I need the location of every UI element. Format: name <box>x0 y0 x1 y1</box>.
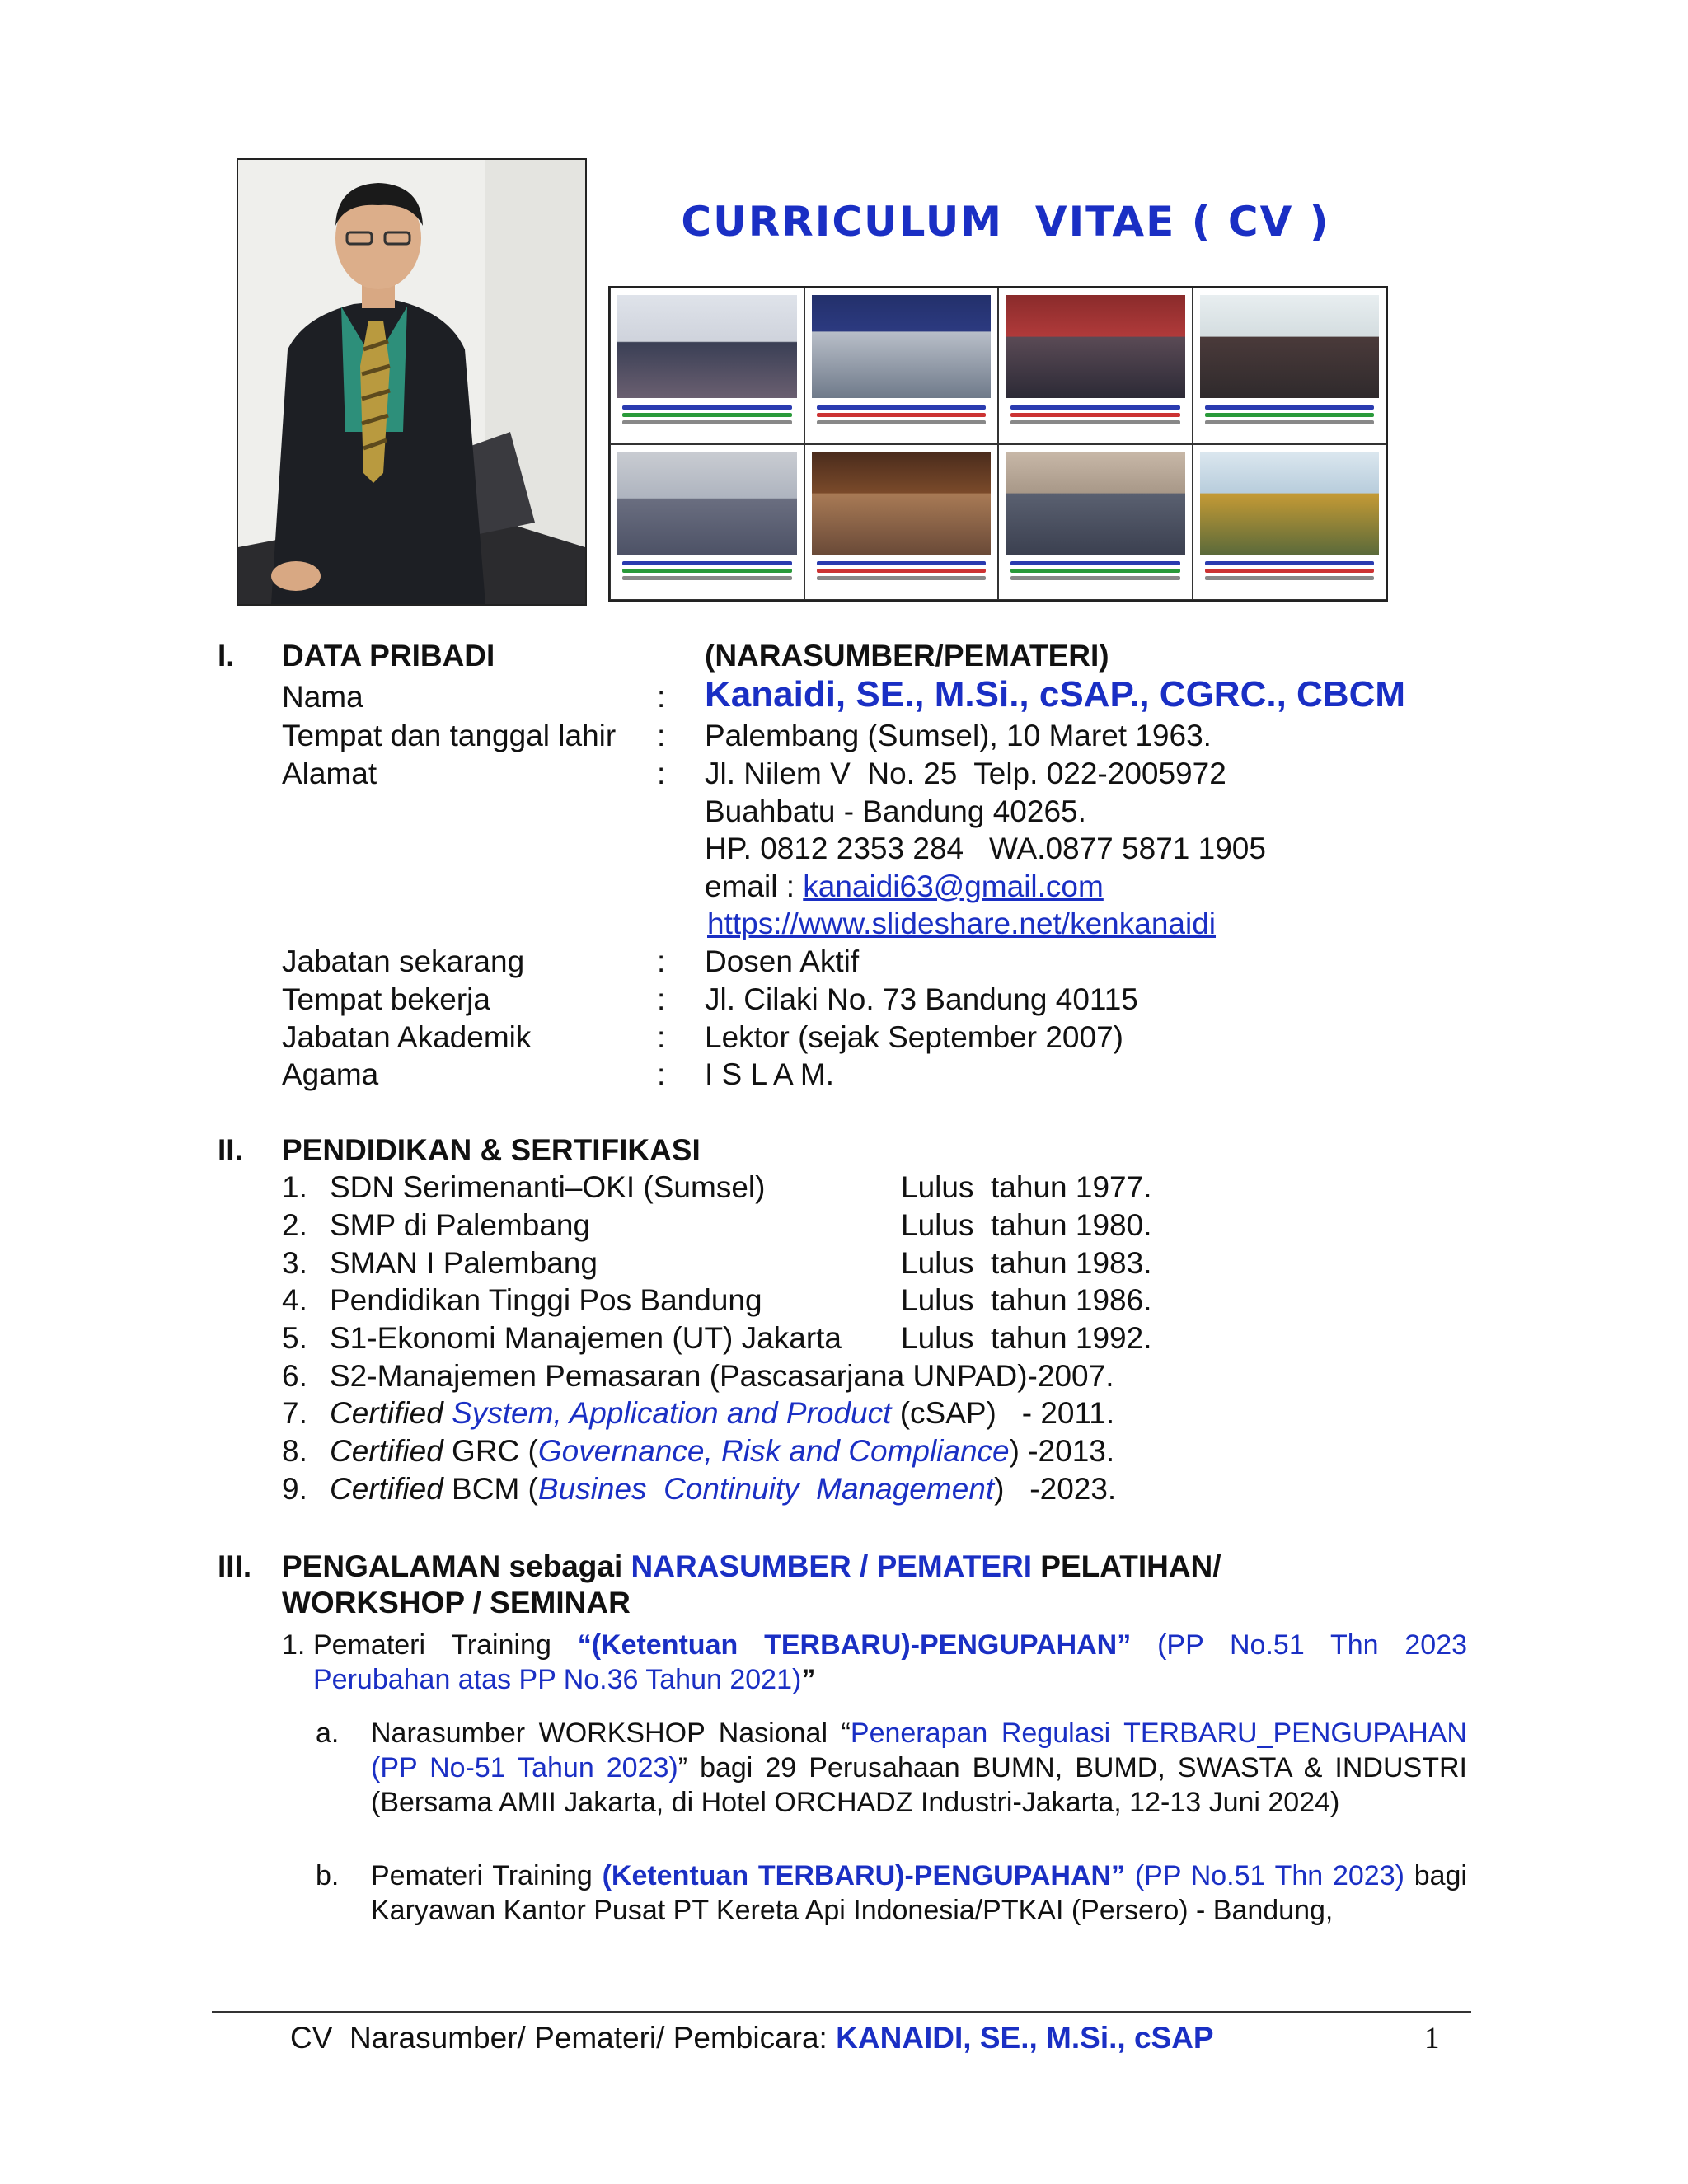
section-number: II. <box>218 1133 243 1167</box>
field-value: Palembang (Sumsel), 10 Maret 1963. <box>705 719 1212 752</box>
field-label: Agama <box>282 1057 379 1091</box>
sub-letter: b. <box>316 1860 340 1891</box>
field-label: Alamat <box>282 757 377 790</box>
cert-post: ) -2023. <box>994 1472 1117 1506</box>
edu-item: SMAN I Palembang <box>330 1246 598 1280</box>
activity-photo <box>804 444 999 601</box>
item-regulation: (PP No.51 Thn 2023 Perubahan atas PP No.36 Tahun 2021) <box>313 1629 1468 1695</box>
field-label: Tempat bekerja <box>282 982 490 1016</box>
footer-name: KANAIDI, SE., M.Si., cSAP <box>836 2021 1214 2055</box>
heading-highlight: NARASUMBER / PEMATERI <box>631 1549 1033 1583</box>
cert-item <box>330 1472 1116 1507</box>
footer-prefix: CV Narasumber/ Pemateri/ Pembicara: <box>290 2021 837 2055</box>
address-line: Buahbatu - Bandung 40265. <box>705 794 1086 828</box>
activity-photo <box>610 288 804 444</box>
field-colon: : <box>657 757 666 790</box>
section-heading: PENDIDIKAN & SERTIFIKASI <box>282 1133 701 1167</box>
section-number: III. <box>218 1549 252 1583</box>
email-link[interactable]: kanaidi63@gmail.com <box>803 869 1104 903</box>
edu-number: 3. <box>282 1246 307 1280</box>
footer-text <box>290 2021 1214 2055</box>
edu-item: Pendidikan Tinggi Pos Bandung <box>330 1283 762 1317</box>
email-label: email : <box>705 869 804 903</box>
sub-regulation: (PP No.51 Thn 2023) <box>1125 1860 1404 1891</box>
experience-subitem <box>371 1858 1467 1928</box>
email-line <box>705 869 1104 904</box>
edu-item: S1-Ekonomi Manajemen (UT) Jakarta <box>330 1321 842 1355</box>
field-value: Lektor (sejak September 2007) <box>705 1020 1123 1054</box>
field-label: Jabatan Akademik <box>282 1020 532 1054</box>
cert-name: System, Application and Product <box>452 1396 892 1430</box>
sub-letter: a. <box>316 1718 340 1749</box>
sub-rest: ” bagi 29 Perusahaan BUMN, BUMD, SWASTA & INDUSTRI (Bersama AMII Jakarta, di Hotel ORCHADZ Industri-Jakarta, 12-13 Juni 2024) <box>371 1752 1467 1818</box>
heading-part: PENGALAMAN sebagai <box>282 1549 631 1583</box>
field-colon: : <box>657 982 666 1016</box>
cert-word: Certified <box>330 1472 443 1506</box>
item-lead: Pemateri Training <box>313 1629 578 1661</box>
activity-photo <box>998 288 1193 444</box>
sub-rest: bagi Karyawan Kantor Pusat PT Kereta Api Indonesia/PTKAI (Persero) - Bandung, <box>371 1860 1467 1926</box>
experience-item <box>313 1628 1467 1697</box>
cert-word: Certified <box>330 1434 443 1468</box>
item-quote-open: “ <box>577 1629 592 1661</box>
cert-pre: GRC ( <box>443 1434 538 1468</box>
sub-topic: Penerapan Regulasi TERBARU_PENGUPAHAN (PP No-51 Tahun 2023) <box>371 1718 1467 1783</box>
website-link[interactable]: https://www.slideshare.net/kenkanaidi <box>707 907 1217 940</box>
section-heading-line2: WORKSHOP / SEMINAR <box>282 1586 631 1619</box>
edu-year: Lulus tahun 1986. <box>901 1283 1152 1317</box>
field-colon: : <box>657 1020 666 1054</box>
field-label: Tempat dan tanggal lahir <box>282 719 617 752</box>
website-line <box>707 907 1216 941</box>
activity-photo <box>804 288 999 444</box>
section-number: I. <box>218 639 235 673</box>
edu-number: 6. <box>282 1359 307 1393</box>
cert-post: (cSAP) - 2011. <box>891 1396 1115 1430</box>
experience-subitem <box>371 1716 1467 1820</box>
field-value: Jl. Cilaki No. 73 Bandung 40115 <box>705 982 1138 1016</box>
sub-lead: Pemateri Training <box>371 1860 603 1891</box>
cert-pre: BCM ( <box>443 1472 538 1506</box>
heading-part: PELATIHAN/ <box>1032 1549 1221 1583</box>
edu-number: 1. <box>282 1170 307 1204</box>
document-title: CURRICULUM VITAE ( CV ) <box>681 198 1330 246</box>
page-number: 1 <box>1424 2022 1440 2055</box>
activity-photo <box>998 444 1193 601</box>
edu-item: S2-Manajemen Pemasaran (Pascasarjana UNPAD)-2007. <box>330 1359 1114 1393</box>
edu-number: 4. <box>282 1283 307 1317</box>
field-colon: : <box>657 680 666 714</box>
cert-name: Busines Continuity Management <box>537 1472 995 1506</box>
field-value: Jl. Nilem V No. 25 Telp. 022-2005972 <box>705 757 1226 790</box>
item-topic: (Ketentuan TERBARU)-PENGUPAHAN” <box>591 1629 1132 1661</box>
field-label: Nama <box>282 680 363 714</box>
edu-number: 5. <box>282 1321 307 1355</box>
cert-name: Governance, Risk and Compliance <box>537 1434 1010 1468</box>
item-quote-close: ” <box>801 1664 816 1695</box>
cert-item <box>330 1396 1114 1431</box>
edu-year: Lulus tahun 1983. <box>901 1246 1152 1280</box>
section-heading: DATA PRIBADI <box>282 639 495 673</box>
activity-photo <box>1193 288 1387 444</box>
edu-item: SMP di Palembang <box>330 1208 591 1242</box>
activity-photo <box>610 444 804 601</box>
activity-photo <box>1193 444 1387 601</box>
field-colon: : <box>657 1057 666 1091</box>
field-value: Dosen Aktif <box>705 944 860 978</box>
activity-photo-grid <box>608 286 1388 602</box>
edu-number: 2. <box>282 1208 307 1242</box>
cert-number: 7. <box>282 1396 307 1430</box>
section-heading <box>282 1549 1221 1584</box>
cert-post: ) -2013. <box>1009 1434 1115 1468</box>
field-colon: : <box>657 719 666 752</box>
portrait-figure <box>238 160 585 604</box>
edu-year: Lulus tahun 1980. <box>901 1208 1152 1242</box>
sub-topic: (Ketentuan TERBARU)-PENGUPAHAN” <box>602 1860 1126 1891</box>
field-colon: : <box>657 944 666 978</box>
phone-line: HP. 0812 2353 284 WA.0877 5871 1905 <box>705 832 1266 865</box>
edu-year: Lulus tahun 1992. <box>901 1321 1152 1355</box>
person-name: Kanaidi, SE., M.Si., cSAP., CGRC., CBCM <box>705 674 1406 715</box>
field-value: I S L A M. <box>705 1057 834 1091</box>
edu-year: Lulus tahun 1977. <box>901 1170 1152 1204</box>
sub-lead: Narasumber WORKSHOP Nasional “ <box>371 1718 851 1749</box>
experience-number: 1. <box>282 1629 306 1661</box>
cert-item <box>330 1434 1114 1469</box>
cert-word: Certified <box>330 1396 443 1430</box>
cert-number: 9. <box>282 1472 307 1506</box>
footer-divider <box>212 2011 1471 2013</box>
field-label: Jabatan sekarang <box>282 944 525 978</box>
portrait-photo <box>237 158 587 606</box>
cert-number: 8. <box>282 1434 307 1468</box>
edu-item: SDN Serimenanti–OKI (Sumsel) <box>330 1170 766 1204</box>
section-subheading: (NARASUMBER/PEMATERI) <box>705 639 1109 673</box>
cert-pre <box>443 1396 452 1430</box>
